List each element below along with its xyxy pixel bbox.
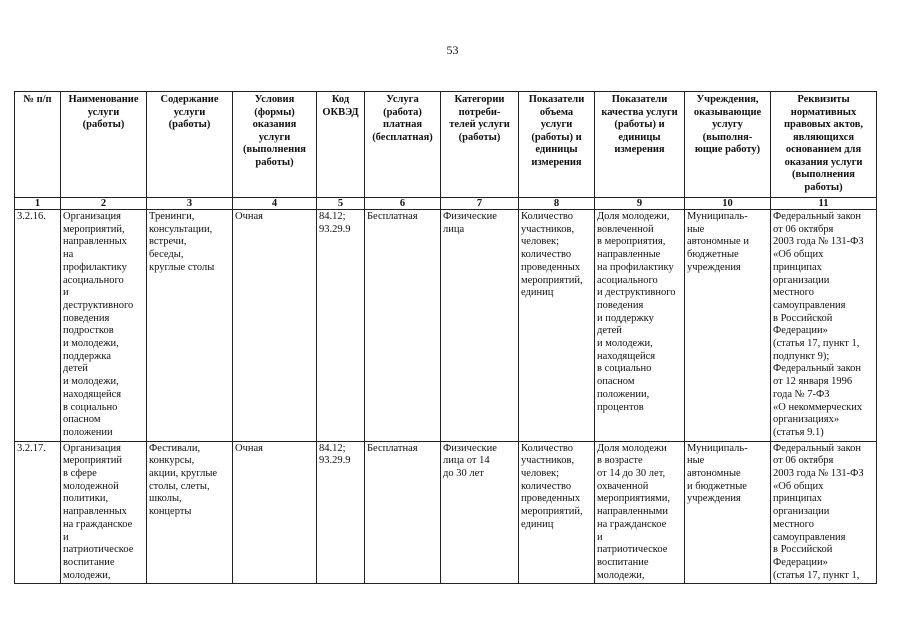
conditions-cell: Очная xyxy=(233,441,317,584)
header-institutions: Учреждения, оказывающие услугу (выполня- ющие работу) xyxy=(685,92,771,198)
header-okved-code: Код ОКВЭД xyxy=(317,92,365,198)
service-content-cell: Тренинги, консультации, встречи, беседы, круглые столы xyxy=(147,210,233,442)
volume-indicators-cell: Количество участников, человек; количество проведенных мероприятий, единиц xyxy=(519,441,595,584)
column-number-row xyxy=(15,198,877,210)
header-legal-acts: Реквизиты нормативных правовых актов, являющихся основанием для оказания услуги (выполнения работы) xyxy=(771,92,877,198)
row-number-cell: 3.2.17. xyxy=(15,441,61,584)
quality-indicators-cell: Доля молодежи, вовлеченной в мероприятия, направленные на профилактику асоциального и деструктивного поведения и поддержку детей и молодежи, находящейся в социально опасном положении, процентов xyxy=(595,210,685,442)
row-number-cell: 3.2.16. xyxy=(15,210,61,442)
header-number: № п/п xyxy=(15,92,61,198)
column-number: 2 xyxy=(61,198,147,210)
services-table xyxy=(14,91,877,584)
column-number: 5 xyxy=(317,198,365,210)
header-quality-indicators: Показатели качества услуги (работы) и единицы измерения xyxy=(595,92,685,198)
paid-free-cell: Бесплатная xyxy=(365,441,441,584)
service-content-cell: Фестивали, конкурсы, акции, круглые столы, слеты, школы, концерты xyxy=(147,441,233,584)
header-conditions: Условия (формы) оказания услуги (выполнения работы) xyxy=(233,92,317,198)
service-name-cell: Организация мероприятий в сфере молодежной политики, направленных на гражданское и патриотическое воспитание молодежи, xyxy=(61,441,147,584)
legal-acts-cell: Федеральный закон от 06 октября 2003 года № 131-ФЗ «Об общих принципах организации местного самоуправления в Российской Федерации» (статья 17, пункт 1, подпункт 9); Федеральный закон от 12 января 1996 года № 7-ФЗ «О некоммерческих организациях» (статья 9.1) xyxy=(771,210,877,442)
conditions-cell: Очная xyxy=(233,210,317,442)
institutions-cell: Муниципаль- ные автономные и бюджетные учреждения xyxy=(685,210,771,442)
consumer-categories-cell: Физические лица от 14 до 30 лет xyxy=(441,441,519,584)
institutions-cell: Муниципаль- ные автономные и бюджетные учреждения xyxy=(685,441,771,584)
legal-acts-cell: Федеральный закон от 06 октября 2003 года № 131-ФЗ «Об общих принципах организации местного самоуправления в Российской Федерации» (статья 17, пункт 1, xyxy=(771,441,877,584)
column-number: 4 xyxy=(233,198,317,210)
column-number: 1 xyxy=(15,198,61,210)
column-number: 3 xyxy=(147,198,233,210)
paid-free-cell: Бесплатная xyxy=(365,210,441,442)
column-number: 7 xyxy=(441,198,519,210)
column-number: 9 xyxy=(595,198,685,210)
table-header-row xyxy=(15,92,877,198)
table-row xyxy=(15,210,877,442)
header-service-content: Содержание услуги (работы) xyxy=(147,92,233,198)
column-number: 8 xyxy=(519,198,595,210)
volume-indicators-cell: Количество участников, человек; количество проведенных мероприятий, единиц xyxy=(519,210,595,442)
header-consumer-categories: Категории потреби- телей услуги (работы) xyxy=(441,92,519,198)
column-number: 11 xyxy=(771,198,877,210)
table-row xyxy=(15,441,877,584)
service-name-cell: Организация мероприятий, направленных на профилактику асоциального и деструктивного поведения подростков и молодежи, поддержка детей и молодежи, находящейся в социально опасном положении xyxy=(61,210,147,442)
quality-indicators-cell: Доля молодежи в возрасте от 14 до 30 лет, охваченной мероприятиями, направленными на гражданское и патриотическое воспитание молодежи, xyxy=(595,441,685,584)
header-service-name: Наименование услуги (работы) xyxy=(61,92,147,198)
header-paid-free: Услуга (работа) платная (бесплатная) xyxy=(365,92,441,198)
okved-code-cell: 84.12; 93.29.9 xyxy=(317,441,365,584)
okved-code-cell: 84.12; 93.29.9 xyxy=(317,210,365,442)
page-number: 53 xyxy=(446,43,459,57)
column-number: 6 xyxy=(365,198,441,210)
column-number: 10 xyxy=(685,198,771,210)
consumer-categories-cell: Физические лица xyxy=(441,210,519,442)
header-volume-indicators: Показатели объема услуги (работы) и единицы измерения xyxy=(519,92,595,198)
